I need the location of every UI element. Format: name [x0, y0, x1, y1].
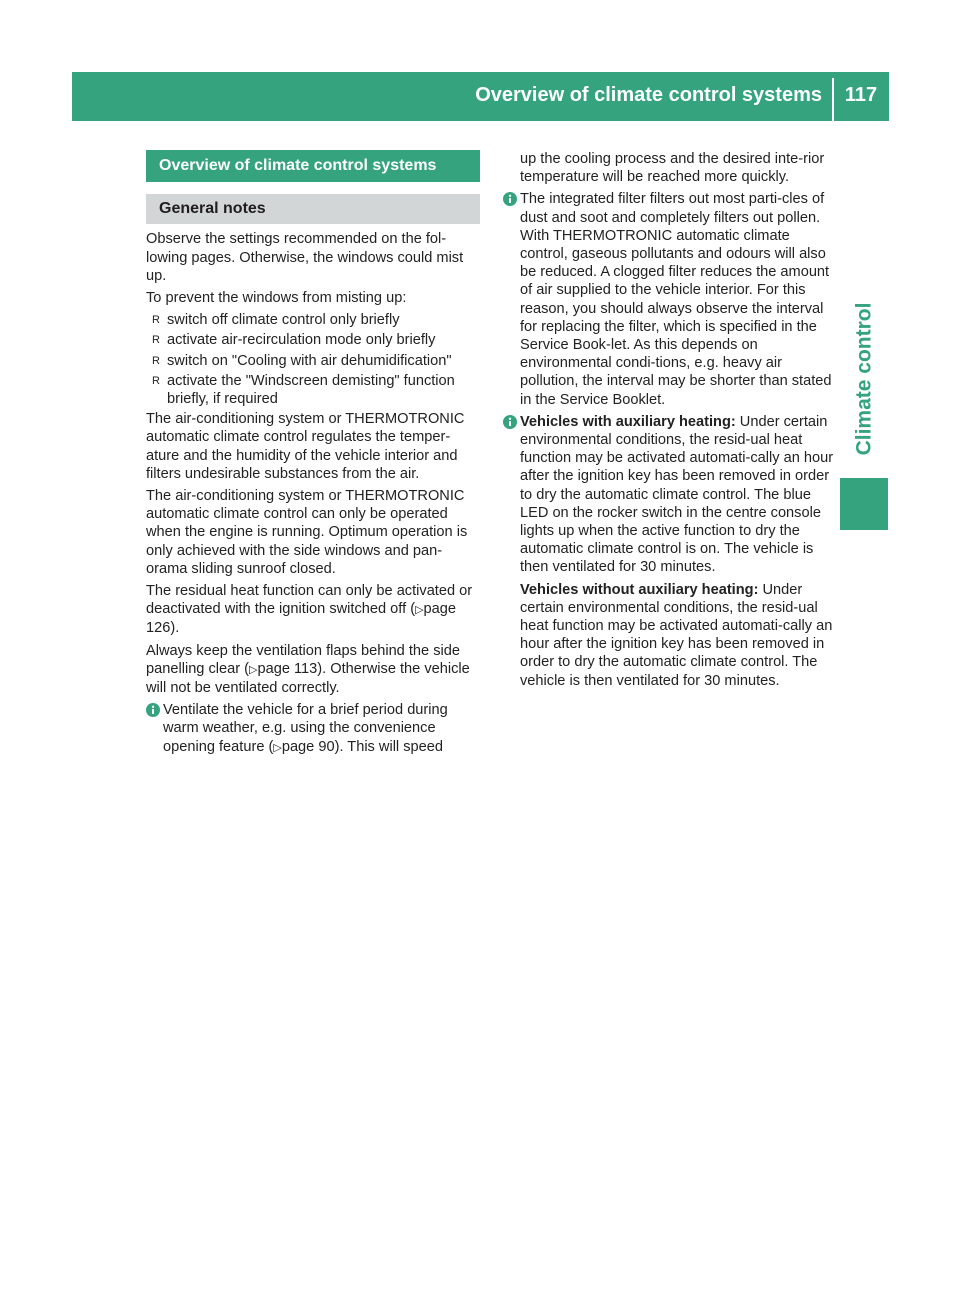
- page-reference-link[interactable]: page 113). Otherwise the vehicle will not be ventilated correctly.: [146, 660, 470, 697]
- page-ref-arrow-icon: ▷: [415, 604, 424, 617]
- bullet-icon: R: [152, 374, 160, 387]
- list-item: [146, 352, 480, 370]
- chapter-marker-block: [840, 478, 888, 530]
- paragraph: [146, 642, 480, 698]
- info-heading: Vehicles with auxiliary heating:: [520, 413, 736, 430]
- info-text: Under certain environmental conditions, the resid-ual heat function may be activated automati-cally an hour after the ignition key has been removed in order to dry the automatic climate control. The vehicle is then ventilated for 30 minutes.: [520, 581, 833, 689]
- chapter-side-tab-label: Climate control: [852, 302, 876, 456]
- list-item: [146, 331, 480, 349]
- info-icon: [503, 192, 517, 206]
- bullet-icon: R: [152, 314, 160, 327]
- page-ref-arrow-icon: ▷: [249, 663, 258, 676]
- info-note: [146, 701, 480, 757]
- bullet-list: [146, 311, 480, 408]
- list-item-text: switch off climate control only briefly: [167, 312, 400, 329]
- info-text: Ventilate the vehicle for a brief period during warm weather, e.g. using the convenience opening feature (: [163, 702, 448, 755]
- right-column: [503, 150, 835, 694]
- page-ref-arrow-icon: ▷: [273, 741, 282, 754]
- bullet-icon: R: [152, 334, 160, 347]
- paragraph: [146, 582, 480, 638]
- info-note: [503, 190, 835, 408]
- info-icon: [503, 415, 517, 429]
- info-note: [503, 413, 835, 577]
- info-text: The integrated filter filters out most parti-cles of dust and soot and completely filters out pollen. With THERMOTRONIC automatic climate control, gaseous pollutants and odours will also be reduced. A clogged filter reduces the amount of air supplied to the vehicle interior. For this reason, you should always observe the interval for replacing the filter, which is specified in the Service Book-let. As this depends on environmental condi-tions, e.g. heavy air pollution, the interval may be shorter than stated in the Service Booklet.: [520, 191, 832, 408]
- page-reference-link[interactable]: page 90). This will speed: [281, 738, 443, 755]
- info-icon: [146, 703, 160, 717]
- info-note-continued: [503, 581, 835, 690]
- list-item-text: activate air-recirculation mode only briefly: [167, 332, 436, 349]
- list-item-text: activate the "Windscreen demisting" function briefly, if required: [167, 372, 455, 408]
- paragraph: The air-conditioning system or THERMOTRONIC automatic climate control regulates the temper-ature and the humidity of the vehicle interior and filters undesirable substances from the air.: [146, 411, 465, 482]
- paragraph-text: The residual heat function can only be activated or deactivated with the ignition switched off (: [146, 583, 473, 618]
- info-text: Under certain environmental conditions, the resid-ual heat function may be activated automati-cally an hour after the ignition key has been removed in order to dry the automatic climate control. The blue LED on the rocker switch in the centre console lights up when the active function to dry the automatic climate control is on. The vehicle is then ventilated for 30 minutes.: [520, 413, 834, 576]
- paragraph: Observe the settings recommended on the fol-lowing pages. Otherwise, the windows could mist up.: [146, 231, 464, 284]
- left-column: [146, 150, 480, 761]
- list-item: [146, 311, 480, 329]
- paragraph: To prevent the windows from misting up:: [146, 290, 407, 307]
- info-heading: Vehicles without auxiliary heating:: [520, 581, 759, 598]
- section-title: Overview of climate control systems: [146, 150, 480, 182]
- page-header: [72, 72, 889, 121]
- paragraph: The air-conditioning system or THERMOTRONIC automatic climate control can only be operated when the engine is running. Optimum operation is only achieved with the side windows and pan-orama sliding sunroof closed.: [146, 488, 468, 577]
- list-item-text: switch on "Cooling with air dehumidification": [167, 352, 452, 369]
- info-note-continued: [503, 150, 835, 186]
- subsection-title: General notes: [146, 194, 480, 224]
- header-divider: [832, 78, 834, 121]
- paragraph-text: Always keep the ventilation flaps behind the side panelling clear (: [146, 642, 460, 677]
- list-item: [146, 372, 480, 408]
- info-text: up the cooling process and the desired inte-rior temperature will be reached more quickly.: [520, 151, 825, 186]
- bullet-icon: R: [152, 354, 160, 367]
- header-title: Overview of climate control systems: [475, 84, 822, 106]
- page-reference-link[interactable]: page 126).: [146, 601, 456, 637]
- chapter-side-tab: [840, 293, 888, 465]
- page-number: 117: [844, 84, 878, 106]
